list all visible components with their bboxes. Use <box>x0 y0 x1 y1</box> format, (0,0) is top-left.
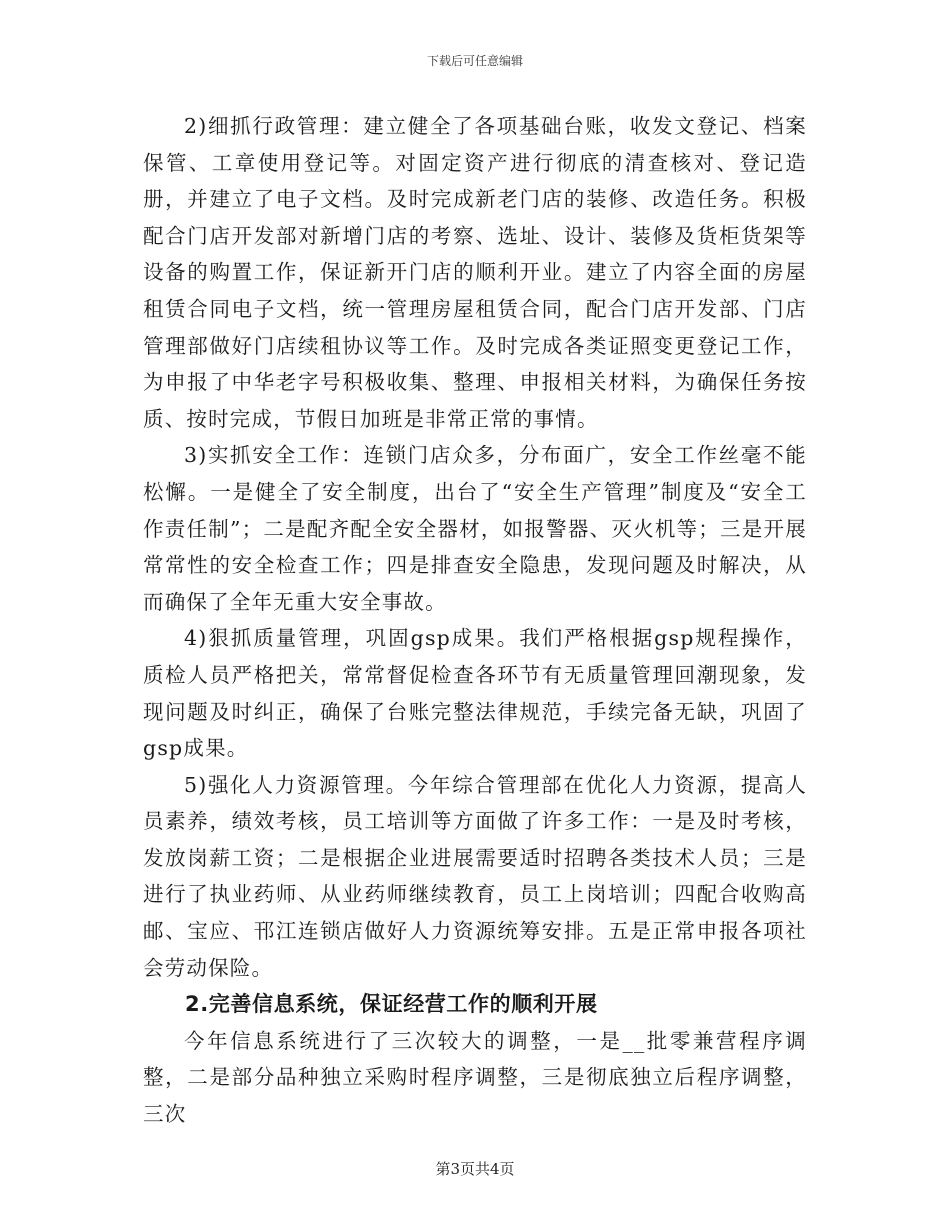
paragraph-human-resources: 5)强化人力资源管理。今年综合管理部在优化人力资源，提高人员素养，绩效考核，员工培训等方面做了许多工作：一是及时考核，发放岗薪工资；二是根据企业进展需要适时招聘各类技术人员；三是进行了执业药师、从业药师继续教育，员工上岗培训；四配合收购高邮、宝应、邗江连锁店做好人力资源统筹安排。五是正常申报各项社会劳动保险。 <box>143 772 807 980</box>
paragraph-admin-management: 2)细抓行政管理：建立健全了各项基础台账，收发文登记、档案保管、工章使用登记等。对固定资产进行彻底的清查核对、登记造册，并建立了电子文档。及时完成新老门店的装修、改造任务。积极配合门店开发部对新增门店的考察、选址、设计、装修及货柜货架等设备的购置工作，保证新开门店的顺利开业。建立了内容全面的房屋租赁合同电子文档，统一管理房屋租赁合同，配合门店开发部、门店管理部做好门店续租协议等工作。及时完成各类证照变更登记工作，为申报了中华老字号积极收集、整理、申报相关材料，为确保任务按质、按时完成，节假日加班是非常正常的事情。 <box>143 114 807 431</box>
document-body <box>143 108 807 1133</box>
section-heading: 2.完善信息系统，保证经营工作的顺利开展 <box>185 992 598 1017</box>
page-footer: 第3页共4页 <box>435 1160 515 1178</box>
paragraph-safety-work: 3)实抓安全工作：连锁门店众多，分布面广，安全工作丝毫不能松懈。一是健全了安全制度，出台了“安全生产管理”制度及“安全工作责任制”；二是配齐配全安全器材，如报警器、灭火机等；三是开展常常性的安全检查工作；四是排查安全隐患，发现问题及时解决，从而确保了全年无重大安全事故。 <box>143 443 807 614</box>
paragraph-info-system: 今年信息系统进行了三次较大的调整，一是__批零兼营程序调整，二是部分品种独立采购时程序调整，三是彻底独立后程序调整，三次 <box>143 1028 807 1127</box>
page-header: 下载后可任意编辑 <box>426 54 523 68</box>
paragraph-quality-management: 4)狠抓质量管理，巩固gsp成果。我们严格根据gsp规程操作，质检人员严格把关，常常督促检查各环节有无质量管理回潮现象，发现问题及时纠正，确保了台账完整法律规范，手续完备无缺，巩固了gsp成果。 <box>143 626 807 761</box>
